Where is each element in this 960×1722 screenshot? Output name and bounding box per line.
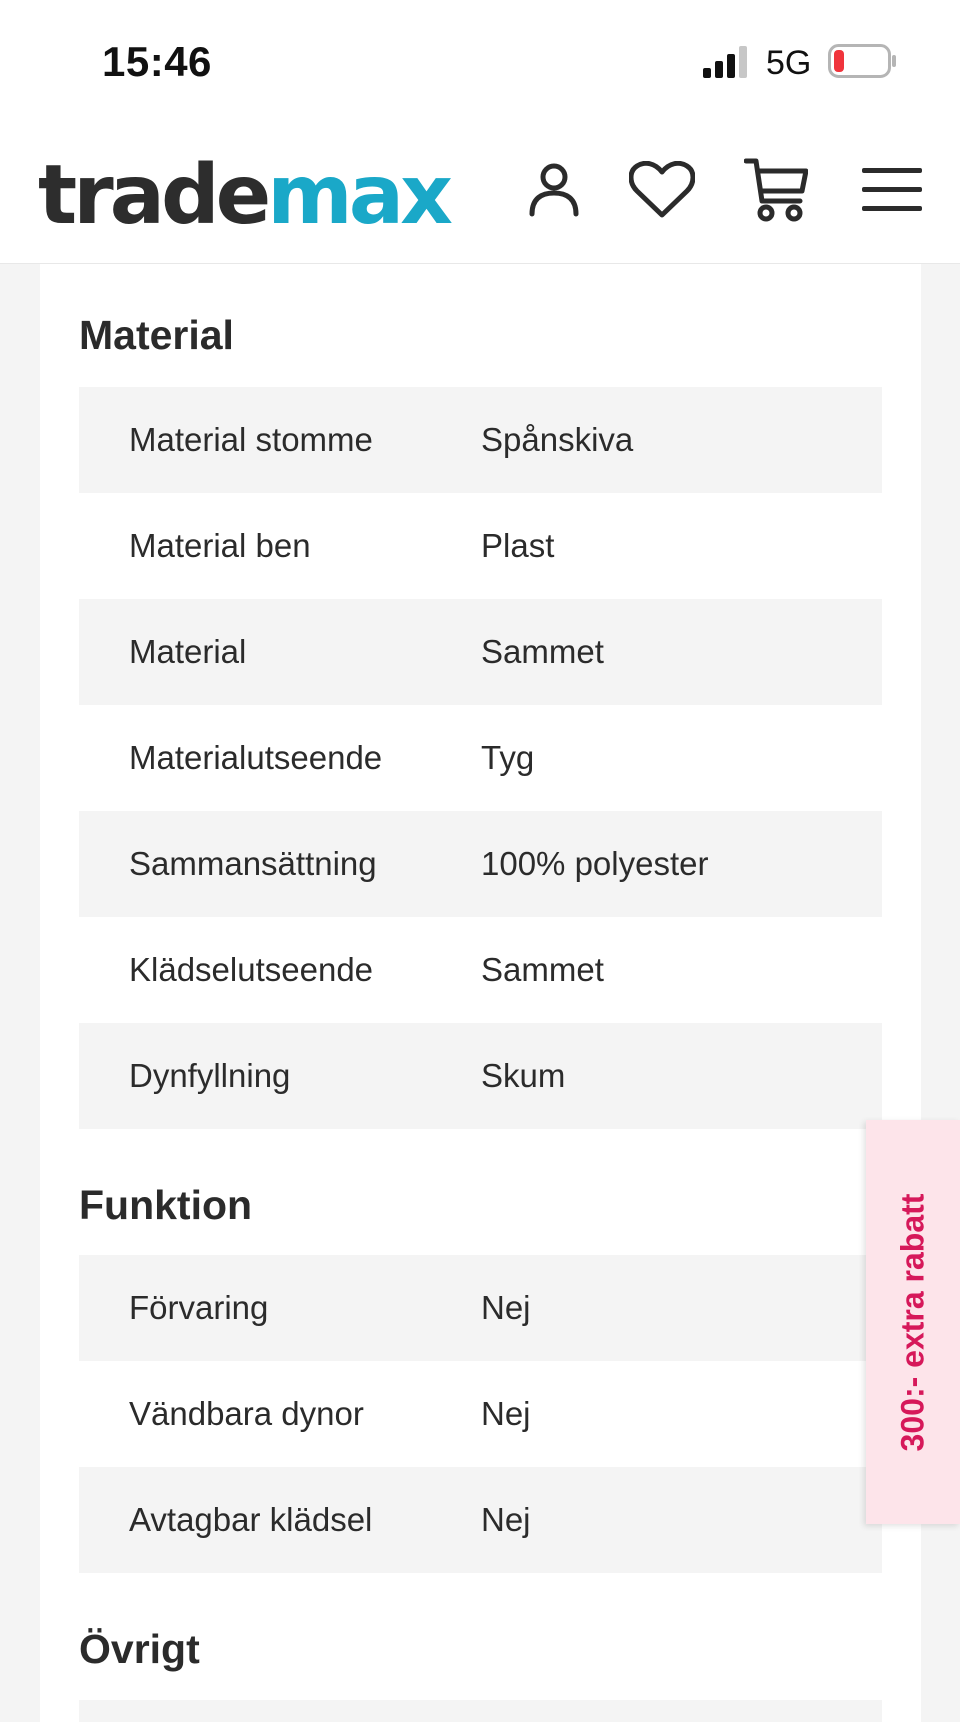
table-row: [79, 1467, 882, 1573]
table-row: [79, 1361, 882, 1467]
table-row: [79, 599, 882, 705]
cart-button[interactable]: [740, 154, 812, 226]
table-row: [79, 705, 882, 811]
spec-key: Material stomme: [129, 421, 373, 458]
spec-value: Nej: [481, 1395, 531, 1432]
spec-value: Sammet: [481, 633, 604, 670]
account-icon: [528, 162, 580, 218]
trademax-logo[interactable]: [38, 146, 449, 246]
table-row: [79, 1023, 882, 1129]
section-title-funktion: Funktion: [79, 1182, 253, 1228]
spec-value: Nej: [481, 1501, 531, 1538]
spec-value: Plast: [481, 527, 555, 564]
spec-value: Spånskiva: [481, 421, 634, 458]
section-title-material: Material: [79, 312, 234, 358]
spec-table-material: [79, 387, 882, 1129]
menu-button[interactable]: [856, 154, 928, 226]
table-row: [79, 811, 882, 917]
spec-key: Material: [129, 633, 247, 670]
network-label: 5G: [766, 44, 812, 82]
spec-value: 100% polyester: [481, 845, 709, 882]
table-row: [79, 493, 882, 599]
spec-value: Sammet: [481, 951, 604, 988]
spec-key: Avtagbar klädsel: [129, 1501, 373, 1538]
spec-key: Klädselutseende: [129, 951, 374, 988]
status-bar: [0, 0, 960, 128]
table-row: [79, 917, 882, 1023]
table-row: [79, 1255, 882, 1361]
spec-table-ovrigt: [79, 1700, 882, 1722]
spec-key: Material ben: [129, 527, 311, 564]
spec-key: Dynfyllning: [129, 1057, 291, 1094]
spec-value: Nej: [481, 1289, 531, 1326]
promo-discount-tab[interactable]: [866, 1120, 960, 1524]
spec-key: Vändbara dynor: [129, 1395, 364, 1432]
logo-text-trade: trade: [38, 148, 268, 243]
status-time: 15:46: [102, 38, 212, 85]
product-specifications: [40, 264, 921, 1722]
site-header: [0, 128, 960, 264]
table-row: [79, 387, 882, 493]
section-title-ovrigt: Övrigt: [79, 1626, 200, 1672]
spec-key: Sammansättning: [129, 845, 377, 882]
spec-key: Materialutseende: [129, 739, 383, 776]
spec-value: Skum: [481, 1057, 566, 1094]
spec-key: Förvaring: [129, 1289, 269, 1326]
spec-table-funktion: [79, 1255, 882, 1573]
cart-icon: [744, 157, 808, 223]
wishlist-button[interactable]: [626, 154, 698, 226]
menu-icon: [862, 168, 922, 212]
battery-low-icon: [828, 44, 898, 78]
heart-icon: [629, 161, 695, 219]
account-button[interactable]: [518, 154, 590, 226]
promo-label: 300:- extra rabatt: [894, 1193, 931, 1451]
logo-text-max: max: [267, 148, 449, 243]
spec-value: Tyg: [481, 739, 535, 776]
cellular-signal-icon: [703, 46, 749, 78]
